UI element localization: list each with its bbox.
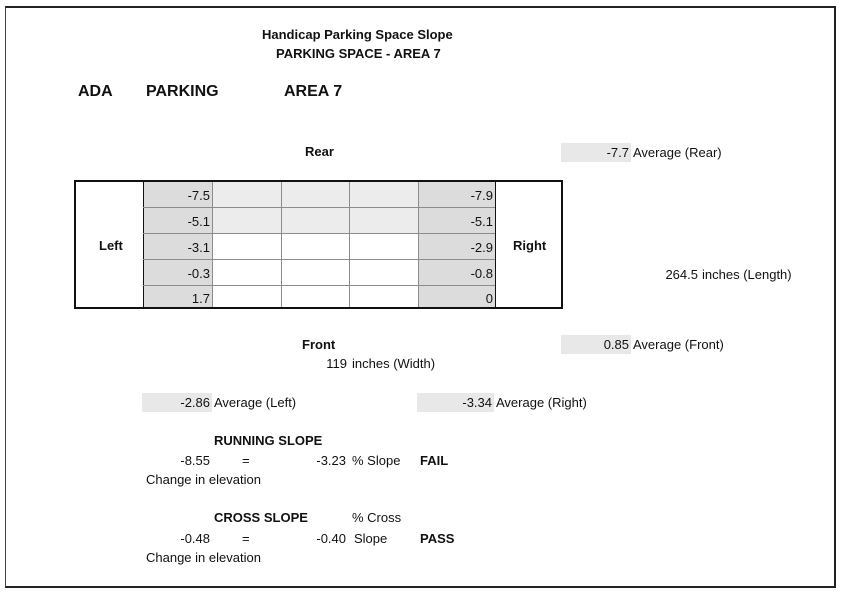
cross-slope-change: -0.48 (180, 531, 210, 546)
cross-slope-unit: Slope (354, 531, 388, 546)
rear-average-value: -7.7 (561, 143, 631, 162)
page-title: Handicap Parking Space Slope (262, 27, 453, 42)
cross-slope-unit-top: % Cross (352, 510, 402, 525)
right-value: -2.9 (470, 240, 493, 255)
front-average-label: Average (Front) (633, 337, 724, 352)
left-average-value: -2.86 (142, 393, 212, 412)
cross-slope-equals: = (242, 531, 250, 546)
running-slope-change: -8.55 (180, 453, 210, 468)
running-slope-change-label: Change in elevation (146, 472, 261, 487)
running-slope-title: RUNNING SLOPE (214, 433, 323, 448)
right-value: -0.8 (470, 266, 493, 281)
label-front: Front (302, 337, 336, 352)
label-parking: PARKING (146, 83, 219, 100)
grid-line (281, 182, 282, 307)
grid-line (143, 285, 495, 286)
grid-line (495, 182, 496, 307)
grid-line (212, 182, 213, 307)
left-average-label: Average (Left) (214, 395, 297, 410)
label-rear: Rear (305, 144, 334, 159)
left-value: -5.1 (187, 214, 210, 229)
right-value: 0 (485, 291, 493, 306)
grid-line (143, 207, 495, 208)
length-value: 264.5 (665, 267, 698, 282)
left-value: -0.3 (187, 266, 210, 281)
left-value: -7.5 (187, 188, 210, 203)
label-area: AREA 7 (284, 83, 343, 100)
left-value: 1.7 (191, 291, 210, 306)
running-slope-value: -3.23 (316, 453, 346, 468)
parking-slope-grid (74, 180, 563, 309)
width-label: inches (Width) (352, 356, 436, 371)
rear-average-label: Average (Rear) (633, 145, 722, 160)
cross-slope-change-label: Change in elevation (146, 550, 261, 565)
width-value: 119 (326, 356, 347, 371)
grid-line (143, 233, 495, 234)
label-right: Right (513, 238, 547, 253)
right-value: -7.9 (470, 188, 493, 203)
label-ada: ADA (78, 83, 113, 100)
cross-slope-value: -0.40 (316, 531, 346, 546)
cross-slope-result: PASS (420, 531, 455, 546)
right-average-value: -3.34 (417, 393, 494, 412)
cross-slope-title: CROSS SLOPE (214, 510, 308, 525)
right-value: -5.1 (470, 214, 493, 229)
page-subtitle: PARKING SPACE - AREA 7 (276, 46, 441, 61)
front-average-value: 0.85 (561, 335, 631, 354)
running-slope-result: FAIL (420, 453, 449, 468)
length-label: inches (Length) (702, 267, 792, 282)
left-value: -3.1 (187, 240, 210, 255)
running-slope-unit: % Slope (352, 453, 401, 468)
right-average-label: Average (Right) (496, 395, 587, 410)
grid-line (143, 259, 495, 260)
label-left: Left (99, 238, 123, 253)
grid-line (349, 182, 350, 307)
running-slope-equals: = (242, 453, 250, 468)
